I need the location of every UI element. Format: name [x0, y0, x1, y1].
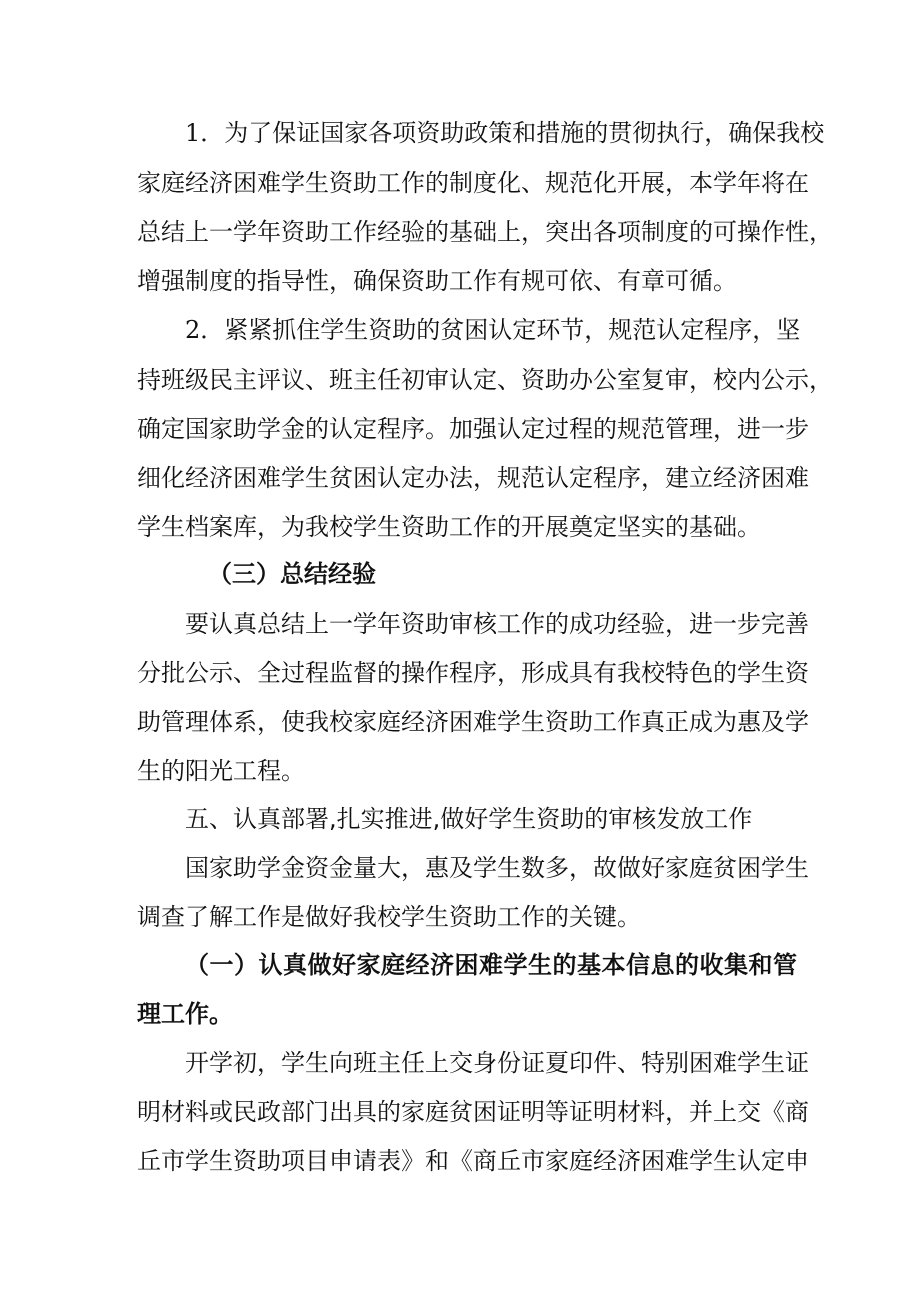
paragraph-1-line-3: 总结上一学年资助工作经验的基础上，突出各项制度的可操作性， [137, 218, 833, 246]
paragraph-3-line-3: 助管理体系，使我校家庭经济困难学生资助工作真正成为惠及学 [137, 708, 809, 736]
paragraph-4-line-2: 调查了解工作是做好我校学生资助工作的关键。 [137, 903, 641, 931]
paragraph-1-line-2: 家庭经济困难学生资助工作的制度化、规范化开展，本学年将在 [137, 169, 809, 197]
paragraph-4-line-1: 国家助学金资金量大，惠及学生数多，故做好家庭贫困学生 [185, 854, 809, 882]
paragraph-1-line-1: 1．为了保证国家各项资助政策和措施的贯彻执行，确保我校 [185, 119, 825, 147]
paragraph-2-line-5: 学生档案库，为我校学生资助工作的开展奠定坚实的基础。 [137, 513, 761, 541]
paragraph-3-line-4: 生的阳光工程。 [137, 757, 305, 785]
subsection-heading-collect-line-1: （一）认真做好家庭经济困难学生的基本信息的收集和管 [185, 951, 797, 979]
paragraph-2-line-3: 确定国家助学金的认定程序。加强认定过程的规范管理，进一步 [137, 415, 809, 443]
subsection-heading-collect-line-2: 理工作。 [137, 1000, 233, 1028]
paragraph-3-line-2: 分批公示、全过程监督的操作程序，形成具有我校特色的学生资 [137, 659, 809, 687]
paragraph-2-line-1: 2．紧紧抓住学生资助的贫困认定环节，规范认定程序，坚 [185, 316, 801, 344]
paragraph-1-line-4: 增强制度的指导性，确保资助工作有规可依、有章可循。 [137, 267, 737, 295]
paragraph-3-line-1: 要认真总结上一学年资助审核工作的成功经验，进一步完善 [185, 610, 809, 638]
paragraph-5-line-1: 开学初，学生向班主任上交身份证夏印件、特别困难学生证 [185, 1049, 809, 1077]
paragraph-5-line-2: 明材料或民政部门出具的家庭贫困证明等证明材料，并上交《商 [137, 1098, 809, 1126]
section-5-heading: 五、认真部署,扎实推进,做好学生资助的审核发放工作 [185, 805, 753, 833]
section-heading-summary: （三）总结经验 [208, 560, 376, 588]
paragraph-2-line-4: 细化经济困难学生贫困认定办法，规范认定程序，建立经济困难 [137, 464, 809, 492]
paragraph-5-line-3: 丘市学生资助项目申请表》和《商丘市家庭经济困难学生认定申 [137, 1147, 809, 1175]
paragraph-2-line-2: 持班级民主评议、班主任初审认定、资助办公室复审，校内公示， [137, 366, 833, 394]
